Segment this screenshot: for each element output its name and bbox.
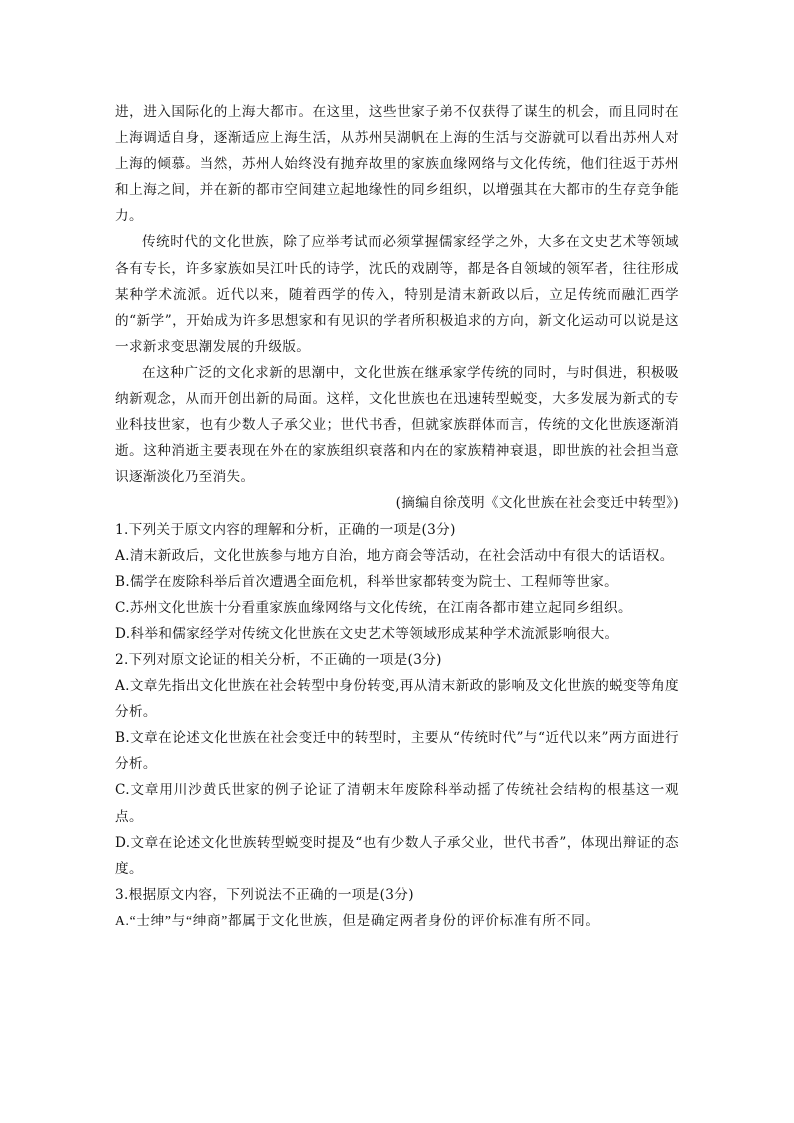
question-2-option-a: A.文章先指出文化世族在社会转型中身份转变,再从清末新政的影响及文化世族的蜕变等角度分析。 bbox=[115, 678, 679, 721]
source-citation: (摘编自徐茂明《文化世族在社会变迁中转型》) bbox=[395, 495, 679, 512]
question-2-option-c: C.文章用川沙黄氏世家的例子论证了清朝末年废除科举动摇了传统社会结构的根基这一观点。 bbox=[115, 782, 679, 825]
question-1-option-c: C.苏州文化世族十分看重家族血缘网络与文化传统，在江南各都市建立起同乡组织。 bbox=[115, 599, 632, 616]
question-3-stem: 3.根据原文内容，下列说法不正确的一项是(3分) bbox=[115, 886, 414, 903]
question-2-option-d: D.文章在论述文化世族转型蜕变时提及“也有少数人子承父业，世代书香”，体现出辩证的态度。 bbox=[115, 834, 679, 877]
question-1-option-d: D.科举和儒家经学对传统文化世族在文史艺术等领域形成某种学术流派影响很大。 bbox=[115, 625, 619, 642]
question-1-option-a: A.清末新政后，文化世族参与地方自治，地方商会等活动，在社会活动中有很大的话语权。 bbox=[115, 547, 674, 564]
paragraph-3: 在这种广泛的文化求新的思潮中，文化世族在继承家学传统的同时，与时俱进，积极吸纳新观念，从而开创出新的局面。这样，文化世族也在迅速转型蜕变，大多发展为新式的专业科技世家，也有少数人子承父业；世代书香，但就家族群体而言，传统的文化世族逐渐消逝。这种消逝主要表现在外在的家族组织衰落和内在的家族精神衰退，即世族的社会担当意识逐渐淡化乃至消失。 bbox=[115, 364, 679, 486]
question-3-option-a: A.“士绅”与“绅商”都属于文化世族，但是确定两者身份的评价标准有所不同。 bbox=[115, 912, 600, 928]
paragraph-1: 进，进入国际化的上海大都市。在这里，这些世家子弟不仅获得了谋生的机会，而且同时在上海调适自身，逐渐适应上海生活，从苏州吴湖帆在上海的生活与交游就可以看出苏州人对上海的倾慕。当然，苏州人始终没有抛弃故里的家族血缘网络与文化传统，他们往返于苏州和上海之间，并在新的都市空间建立起地缘性的同乡组织，以增强其在大都市的生存竞争能力。 bbox=[115, 104, 679, 225]
question-1-stem: 1.下列关于原文内容的理解和分析，正确的一项是(3分) bbox=[115, 521, 456, 538]
document-page bbox=[115, 99, 679, 934]
question-2-stem: 2.下列对原文论证的相关分析，不正确的一项是(3分) bbox=[115, 651, 442, 668]
question-2-option-b: B.文章在论述文化世族在社会变迁中的转型时，主要从“传统时代”与“近代以来”两方面进行分析。 bbox=[115, 730, 679, 773]
question-1-option-b: B.儒学在废除科举后首次遭遇全面危机，科举世家都转变为院士、工程师等世家。 bbox=[115, 573, 619, 590]
paragraph-2: 传统时代的文化世族，除了应举考试而必须掌握儒家经学之外，大多在文史艺术等领域各有专长，许多家族如吴江叶氏的诗学，沈氏的戏剧等，都是各自领域的领军者，往往形成某种学术流派。近代以来，随着西学的传入，特别是清末新政以后，立足传统而融汇西学的“新学”，开始成为许多思想家和有见识的学者所积极追求的方向，新文化运动可以说是这一求新求变思潮发展的升级版。 bbox=[115, 234, 679, 355]
